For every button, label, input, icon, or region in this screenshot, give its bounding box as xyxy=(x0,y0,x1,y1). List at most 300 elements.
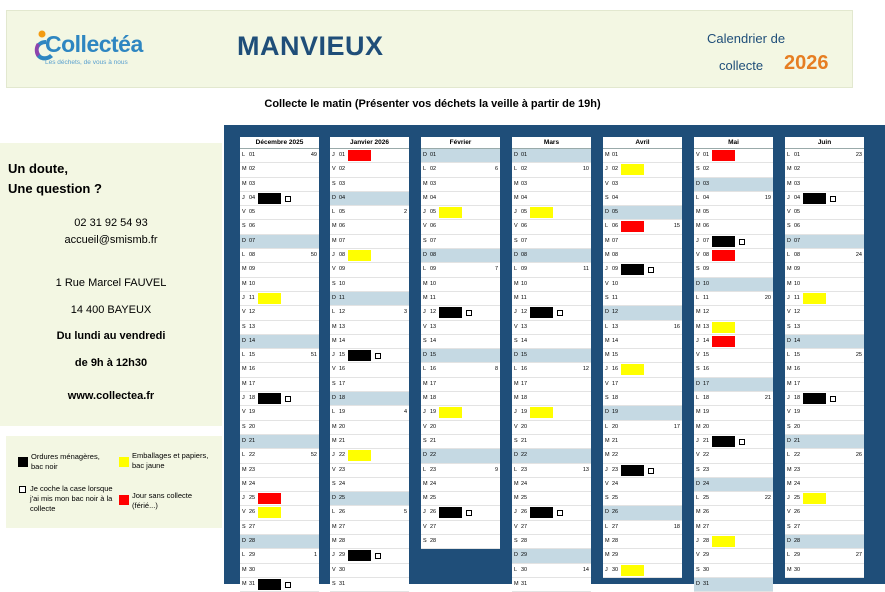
collection-checkbox[interactable] xyxy=(285,582,291,588)
day-number: 30 xyxy=(703,566,710,573)
day-number: 23 xyxy=(703,466,710,473)
day-row xyxy=(512,220,591,234)
weekday-letter: J xyxy=(514,209,517,216)
day-number: 09 xyxy=(430,266,437,273)
day-number: 01 xyxy=(521,152,528,158)
day-row xyxy=(240,363,319,377)
weekday-letter: S xyxy=(696,566,700,573)
day-number: 23 xyxy=(430,466,437,473)
month-column xyxy=(330,137,409,592)
day-row xyxy=(512,149,591,163)
collection-checkbox[interactable] xyxy=(285,396,291,402)
email-link[interactable]: accueil@smismb.fr xyxy=(64,234,158,246)
day-row xyxy=(512,535,591,549)
weekday-letter: M xyxy=(605,452,610,459)
collection-checkbox[interactable] xyxy=(375,353,381,359)
collection-checkbox[interactable] xyxy=(375,553,381,559)
day-row xyxy=(512,406,591,420)
week-number: 19 xyxy=(764,194,771,201)
day-number: 10 xyxy=(612,280,619,287)
day-row xyxy=(603,306,682,320)
collection-checkbox[interactable] xyxy=(830,396,836,402)
week-number: 18 xyxy=(673,523,680,530)
day-number: 18 xyxy=(703,395,710,402)
logo-name: Collectéa xyxy=(45,31,143,57)
day-row xyxy=(694,506,773,520)
day-number: 13 xyxy=(249,323,256,330)
weekday-letter: V xyxy=(514,223,518,230)
contact-panel xyxy=(0,143,222,426)
day-number: 25 xyxy=(249,495,256,502)
day-number: 18 xyxy=(339,395,346,402)
day-number: 31 xyxy=(521,580,528,587)
weekday-letter: M xyxy=(423,480,428,487)
day-row xyxy=(785,492,864,506)
weekday-letter: D xyxy=(696,480,700,487)
weekday-letter: S xyxy=(423,538,427,545)
day-number: 13 xyxy=(703,323,710,330)
day-row xyxy=(240,492,319,506)
weekday-letter: M xyxy=(787,466,792,473)
week-number: 23 xyxy=(855,152,862,158)
week-number: 52 xyxy=(310,452,317,459)
day-number: 13 xyxy=(612,323,619,330)
day-row xyxy=(330,206,409,220)
black-bin-collection xyxy=(803,393,826,404)
collection-checkbox[interactable] xyxy=(830,196,836,202)
week-number: 26 xyxy=(855,452,862,459)
weekday-letter: M xyxy=(787,180,792,187)
day-row xyxy=(694,578,773,592)
day-row xyxy=(421,449,500,463)
day-number: 21 xyxy=(794,437,801,444)
day-row xyxy=(421,478,500,492)
day-row xyxy=(785,349,864,363)
day-number: 28 xyxy=(249,538,256,545)
weekday-letter: L xyxy=(787,452,791,459)
yellow-bin-collection xyxy=(803,293,826,304)
phone-number[interactable]: 02 31 92 54 93 xyxy=(74,217,148,229)
day-number: 10 xyxy=(339,280,346,287)
calendar-grid xyxy=(224,125,885,587)
weekday-letter: L xyxy=(242,152,246,158)
day-row xyxy=(240,335,319,349)
month-column xyxy=(240,137,319,592)
weekday-letter: J xyxy=(332,152,335,158)
day-row xyxy=(603,278,682,292)
day-number: 09 xyxy=(612,266,619,273)
day-row xyxy=(512,335,591,349)
weekday-letter: L xyxy=(332,509,336,516)
day-number: 12 xyxy=(430,309,437,316)
day-number: 31 xyxy=(339,580,346,587)
week-number: 22 xyxy=(764,495,771,502)
day-row xyxy=(240,521,319,535)
weekday-letter: M xyxy=(332,323,337,330)
weekday-letter: L xyxy=(423,166,427,173)
black-bin-collection xyxy=(258,579,281,590)
day-row xyxy=(603,206,682,220)
yellow-bin-collection xyxy=(348,450,371,461)
day-number: 27 xyxy=(339,523,346,530)
weekday-letter: S xyxy=(332,280,336,287)
day-number: 05 xyxy=(703,209,710,216)
day-number: 13 xyxy=(521,323,528,330)
black-bin-collection xyxy=(712,236,735,247)
day-number: 05 xyxy=(521,209,528,216)
day-row xyxy=(240,506,319,520)
day-number: 05 xyxy=(430,209,437,216)
question-line1: Un doute, xyxy=(8,161,68,176)
day-number: 20 xyxy=(339,423,346,430)
day-row xyxy=(785,535,864,549)
week-number: 17 xyxy=(673,423,680,430)
day-row xyxy=(603,478,682,492)
day-row xyxy=(603,521,682,535)
weekday-letter: J xyxy=(423,209,426,216)
day-row xyxy=(603,464,682,478)
day-row xyxy=(785,421,864,435)
weekday-letter: V xyxy=(787,409,791,416)
weekday-letter: J xyxy=(242,194,245,201)
legend-check-label: Je coche la case lorsque j'ai mis mon bac noir à la collecte xyxy=(30,484,113,513)
day-number: 15 xyxy=(430,352,437,359)
weekday-letter: D xyxy=(696,380,700,387)
day-number: 10 xyxy=(521,280,528,287)
weekday-letter: V xyxy=(514,523,518,530)
weekday-letter: S xyxy=(242,523,246,530)
yellow-bin-collection xyxy=(621,364,644,375)
day-number: 20 xyxy=(612,423,619,430)
day-number: 04 xyxy=(521,194,528,201)
month-name: Juin xyxy=(785,137,864,149)
day-row xyxy=(694,263,773,277)
day-row xyxy=(785,220,864,234)
weekday-letter: J xyxy=(423,409,426,416)
day-row xyxy=(603,449,682,463)
legend-yellow-label: Emballages et papiers, bac jaune xyxy=(132,451,209,470)
day-row xyxy=(785,478,864,492)
day-row xyxy=(330,306,409,320)
day-row xyxy=(694,464,773,478)
weekday-letter: J xyxy=(696,337,699,344)
day-row xyxy=(694,178,773,192)
day-row xyxy=(330,249,409,263)
website-link[interactable]: www.collectea.fr xyxy=(67,390,155,402)
weekday-letter: S xyxy=(423,437,427,444)
day-row xyxy=(421,263,500,277)
weekday-letter: D xyxy=(423,152,427,158)
collection-checkbox[interactable] xyxy=(285,196,291,202)
weekday-letter: L xyxy=(514,566,518,573)
day-number: 28 xyxy=(612,538,619,545)
weekday-letter: M xyxy=(696,323,701,330)
collection-checkbox[interactable] xyxy=(739,239,745,245)
day-number: 12 xyxy=(703,309,710,316)
week-number: 9 xyxy=(494,466,498,473)
month-column xyxy=(512,137,591,592)
day-row xyxy=(421,206,500,220)
day-row xyxy=(421,335,500,349)
day-row xyxy=(330,378,409,392)
collection-checkbox[interactable] xyxy=(648,468,654,474)
weekday-letter: J xyxy=(242,294,245,301)
weekday-letter: J xyxy=(332,552,335,559)
collectea-logo xyxy=(29,23,149,75)
collection-checkbox[interactable] xyxy=(648,267,654,273)
weekday-letter: M xyxy=(242,480,247,487)
day-row xyxy=(240,306,319,320)
day-number: 15 xyxy=(339,352,346,359)
weekday-letter: L xyxy=(696,395,700,402)
day-row xyxy=(330,492,409,506)
weekday-letter: M xyxy=(514,480,519,487)
day-number: 07 xyxy=(430,237,437,244)
day-number: 16 xyxy=(703,366,710,373)
weekday-letter: S xyxy=(332,380,336,387)
weekday-letter: D xyxy=(332,294,336,301)
weekday-letter: J xyxy=(605,566,608,573)
month-name: Décembre 2025 xyxy=(240,137,319,149)
day-number: 30 xyxy=(794,566,801,573)
day-row xyxy=(421,421,500,435)
week-number: 49 xyxy=(310,152,317,158)
day-row xyxy=(512,578,591,592)
day-number: 03 xyxy=(249,180,256,187)
legend-checkbox-icon xyxy=(19,486,26,493)
day-row xyxy=(240,449,319,463)
day-row xyxy=(240,406,319,420)
weekday-letter: M xyxy=(696,523,701,530)
day-number: 02 xyxy=(430,166,437,173)
day-number: 01 xyxy=(794,152,801,158)
day-row xyxy=(694,349,773,363)
day-number: 10 xyxy=(430,280,437,287)
weekday-letter: M xyxy=(423,294,428,301)
day-number: 10 xyxy=(703,280,710,287)
weekday-letter: L xyxy=(605,323,609,330)
day-row xyxy=(785,321,864,335)
day-number: 21 xyxy=(339,437,346,444)
day-number: 22 xyxy=(703,452,710,459)
calendar-title-line1: Calendrier de xyxy=(707,31,786,46)
day-number: 04 xyxy=(703,194,710,201)
day-row xyxy=(694,392,773,406)
weekday-letter: V xyxy=(242,409,246,416)
weekday-letter: J xyxy=(787,294,790,301)
day-row xyxy=(785,249,864,263)
week-number: 27 xyxy=(855,552,862,559)
week-number: 8 xyxy=(494,366,498,373)
week-number: 14 xyxy=(582,566,589,573)
weekday-letter: M xyxy=(332,223,337,230)
weekday-letter: V xyxy=(423,523,427,530)
collection-checkbox[interactable] xyxy=(466,310,472,316)
weekday-letter: J xyxy=(696,538,699,545)
day-row xyxy=(330,578,409,592)
no-collection-holiday xyxy=(712,250,735,261)
day-row xyxy=(330,349,409,363)
day-number: 16 xyxy=(521,366,528,373)
address-street: 1 Rue Marcel FAUVEL xyxy=(55,277,167,289)
weekday-letter: M xyxy=(787,480,792,487)
day-number: 08 xyxy=(339,252,346,259)
collection-instructions: Collecte le matin (Présenter vos déchets la veille à partir de 19h) xyxy=(264,98,601,110)
day-row xyxy=(421,306,500,320)
day-row xyxy=(512,478,591,492)
weekday-letter: M xyxy=(423,280,428,287)
weekday-letter: D xyxy=(787,337,791,344)
day-number: 11 xyxy=(339,294,345,301)
day-row xyxy=(240,421,319,435)
day-number: 16 xyxy=(612,366,619,373)
day-row xyxy=(694,564,773,578)
day-number: 06 xyxy=(521,223,528,230)
day-number: 19 xyxy=(612,409,619,416)
day-row xyxy=(694,406,773,420)
day-number: 11 xyxy=(612,294,618,301)
month-name: Janvier 2026 xyxy=(330,137,409,149)
weekday-letter: S xyxy=(605,294,609,301)
day-row xyxy=(785,435,864,449)
day-number: 18 xyxy=(794,395,801,402)
day-row xyxy=(512,492,591,506)
weekday-letter: V xyxy=(423,323,427,330)
month-name: Février xyxy=(421,137,500,149)
day-row xyxy=(512,278,591,292)
day-number: 14 xyxy=(521,337,528,344)
day-number: 12 xyxy=(612,309,619,316)
no-collection-holiday xyxy=(712,336,735,347)
weekday-letter: V xyxy=(605,380,609,387)
day-number: 10 xyxy=(794,280,801,287)
day-row xyxy=(421,178,500,192)
weekday-letter: V xyxy=(423,423,427,430)
day-row xyxy=(240,392,319,406)
yellow-bin-collection xyxy=(621,164,644,175)
day-number: 13 xyxy=(794,323,801,330)
day-row xyxy=(512,306,591,320)
contact-question xyxy=(8,159,102,199)
weekday-letter: D xyxy=(242,437,246,444)
day-row xyxy=(512,464,591,478)
weekday-letter: V xyxy=(332,566,336,573)
day-number: 11 xyxy=(249,294,255,301)
weekday-letter: V xyxy=(787,509,791,516)
day-number: 27 xyxy=(430,523,437,530)
day-row xyxy=(512,549,591,563)
day-row xyxy=(330,435,409,449)
day-number: 13 xyxy=(430,323,437,330)
month-column xyxy=(694,137,773,592)
day-row xyxy=(694,235,773,249)
day-row xyxy=(512,321,591,335)
day-row xyxy=(421,321,500,335)
weekday-letter: M xyxy=(514,380,519,387)
weekday-letter: D xyxy=(423,252,427,259)
weekday-letter: M xyxy=(242,366,247,373)
yellow-bin-collection xyxy=(803,493,826,504)
day-number: 27 xyxy=(612,523,619,530)
weekday-letter: V xyxy=(696,352,700,359)
month-name: Mai xyxy=(694,137,773,149)
day-number: 15 xyxy=(703,352,710,359)
day-row xyxy=(785,564,864,578)
weekday-letter: S xyxy=(242,423,246,430)
day-number: 26 xyxy=(703,509,710,516)
month-name: Avril xyxy=(603,137,682,149)
weekday-letter: V xyxy=(332,166,336,173)
weekday-letter: D xyxy=(332,395,336,402)
weekday-letter: L xyxy=(605,423,609,430)
weekday-letter: M xyxy=(787,380,792,387)
day-number: 18 xyxy=(521,395,528,402)
day-row xyxy=(603,363,682,377)
day-row xyxy=(240,578,319,592)
day-number: 01 xyxy=(249,152,256,158)
weekday-letter: L xyxy=(514,366,518,373)
weekday-letter: S xyxy=(242,323,246,330)
weekday-letter: S xyxy=(605,194,609,201)
day-row xyxy=(785,178,864,192)
weekday-letter: M xyxy=(242,180,247,187)
weekday-letter: S xyxy=(514,437,518,444)
weekday-letter: S xyxy=(787,323,791,330)
day-row xyxy=(694,192,773,206)
day-row xyxy=(421,392,500,406)
day-row xyxy=(512,192,591,206)
weekday-letter: V xyxy=(423,223,427,230)
day-row xyxy=(694,492,773,506)
month-column xyxy=(603,137,682,578)
day-number: 04 xyxy=(430,194,437,201)
day-row xyxy=(512,449,591,463)
weekday-letter: J xyxy=(605,366,608,373)
day-number: 02 xyxy=(249,166,256,173)
day-row xyxy=(421,521,500,535)
weekday-letter: J xyxy=(605,466,608,473)
day-number: 18 xyxy=(249,395,256,402)
weekday-letter: L xyxy=(423,366,427,373)
month-column xyxy=(421,137,500,549)
day-row xyxy=(421,406,500,420)
yellow-bin-collection xyxy=(439,407,462,418)
day-row xyxy=(694,478,773,492)
day-number: 10 xyxy=(249,280,256,287)
collection-checkbox[interactable] xyxy=(466,510,472,516)
weekday-letter: M xyxy=(242,266,247,273)
day-row xyxy=(512,564,591,578)
day-row xyxy=(330,535,409,549)
week-number: 7 xyxy=(494,266,498,273)
day-row xyxy=(512,235,591,249)
weekday-letter: S xyxy=(605,495,609,502)
weekday-letter: S xyxy=(787,423,791,430)
collection-checkbox[interactable] xyxy=(557,510,563,516)
day-row xyxy=(240,206,319,220)
opening-days: Du lundi au vendredi xyxy=(56,330,166,342)
no-collection-holiday xyxy=(258,493,281,504)
collection-checkbox[interactable] xyxy=(557,310,563,316)
collection-checkbox[interactable] xyxy=(739,439,745,445)
day-number: 31 xyxy=(249,580,256,587)
week-number: 16 xyxy=(673,323,680,330)
day-number: 06 xyxy=(703,223,710,230)
day-row xyxy=(603,263,682,277)
day-number: 09 xyxy=(249,266,256,273)
day-number: 19 xyxy=(521,409,528,416)
day-row xyxy=(421,349,500,363)
